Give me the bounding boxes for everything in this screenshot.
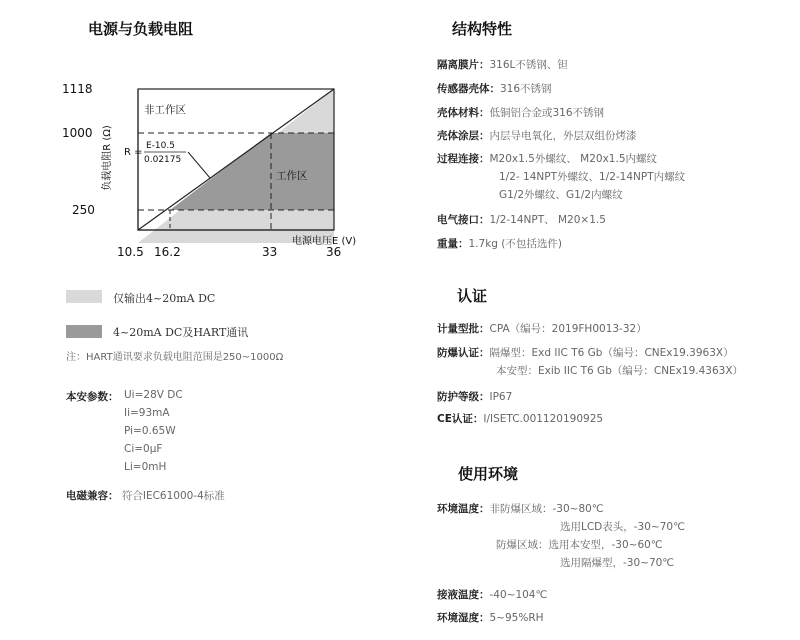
work-label: 工作区 <box>276 170 308 182</box>
process-connection-line-2: 1/2- 14NPT外螺纹、1/2-14NPT内螺纹 <box>499 171 686 183</box>
legend-swatch-dark <box>66 325 102 338</box>
y-axis-label: 负载电阻R (Ω) <box>102 125 113 191</box>
structure-row-coating: 壳体涂层：内层导电氧化，外层双组份烤漆 <box>437 130 637 142</box>
legend-swatch-light <box>66 290 102 303</box>
legend-label-dark: 4~20mA DC及HART通讯 <box>113 326 249 339</box>
intrinsic-ui: Ui=28V DC <box>124 389 183 401</box>
section-title-env: 使用环境 <box>458 465 519 483</box>
x-tick-33: 33 <box>262 245 278 258</box>
intrinsic-li: Li=0mH <box>124 461 167 473</box>
intrinsic-ii: Ii=93mA <box>124 407 170 419</box>
formula-denominator: 0.02175 <box>144 155 182 165</box>
work-region <box>170 133 334 210</box>
section-title-structure: 结构特性 <box>452 20 513 38</box>
x-tick-16-2: 16.2 <box>154 245 181 258</box>
structure-row-housing-material: 壳体材料：低铜铝合金或316不锈钢 <box>437 107 605 119</box>
intrinsic-label: 本安参数： <box>66 391 119 403</box>
structure-row-process-connection: 过程连接：M20x1.5外螺纹、 M20x1.5内螺纹 <box>437 153 658 165</box>
structure-row-sensor-housing: 传感器壳体：316不锈钢 <box>437 83 552 95</box>
y-tick-1000: 1000 <box>62 126 93 140</box>
cert-explosion-line-2: 本安型：Exib IIC T6 Gb（编号：CNEx19.4363X） <box>496 365 744 377</box>
formula-prefix: R = <box>124 147 143 158</box>
x-tick-10-5: 10.5 <box>117 245 144 258</box>
formula-pointer <box>188 152 210 178</box>
process-connection-line-3: G1/2外螺纹、G1/2内螺纹 <box>499 189 623 201</box>
cert-row-ce: CE认证：I/ISETC.001120190925 <box>437 413 604 425</box>
cert-row-pattern: 计量型批：CPA（编号：2019FH0013-32） <box>437 323 647 335</box>
load-resistance-chart <box>60 78 440 258</box>
formula-numerator: E-10.5 <box>146 141 175 151</box>
section-title-cert: 认证 <box>457 287 488 305</box>
legend-label-light: 仅输出4~20mA DC <box>113 292 216 305</box>
env-temp-lcd: 选用LCD表头，-30~70℃ <box>560 521 685 533</box>
structure-row-diaphragm: 隔离膜片：316L不锈钢、钽 <box>437 59 568 71</box>
structure-row-weight: 重量：1.7kg (不包括选件) <box>437 238 562 250</box>
y-tick-250: 250 <box>72 203 95 217</box>
env-row-temp: 环境温度：非防爆区域：-30~80℃ <box>437 503 604 515</box>
x-axis-label: 电源电压E (V) <box>292 236 357 247</box>
non-work-label: 非工作区 <box>144 104 186 116</box>
env-row-liquid: 接液温度：-40~104℃ <box>437 589 548 601</box>
env-temp-flameproof: 选用隔爆型，-30~70℃ <box>560 557 675 569</box>
env-temp-explosion-area: 防爆区域：选用本安型，-30~60℃ <box>496 539 663 551</box>
cert-row-protection: 防护等级：IP67 <box>437 391 513 403</box>
cert-row-explosion: 防爆认证：隔爆型：Exd IIC T6 Gb（编号：CNEx19.3963X） <box>437 347 734 359</box>
section-title-power-load: 电源与负载电阻 <box>88 20 194 38</box>
intrinsic-ci: Ci=0μF <box>124 443 163 455</box>
env-row-humidity: 环境湿度：5~95%RH <box>437 612 544 624</box>
y-tick-1118: 1118 <box>62 82 93 96</box>
intrinsic-pi: Pi=0.65W <box>124 425 176 437</box>
hart-note: 注：HART通讯要求负载电阻范围是250~1000Ω <box>66 352 284 363</box>
structure-row-electrical: 电气接口：1/2-14NPT、 M20×1.5 <box>437 214 606 226</box>
x-tick-36: 36 <box>326 245 342 258</box>
emc-row: 电磁兼容： 符合IEC61000-4标准 <box>66 490 225 502</box>
